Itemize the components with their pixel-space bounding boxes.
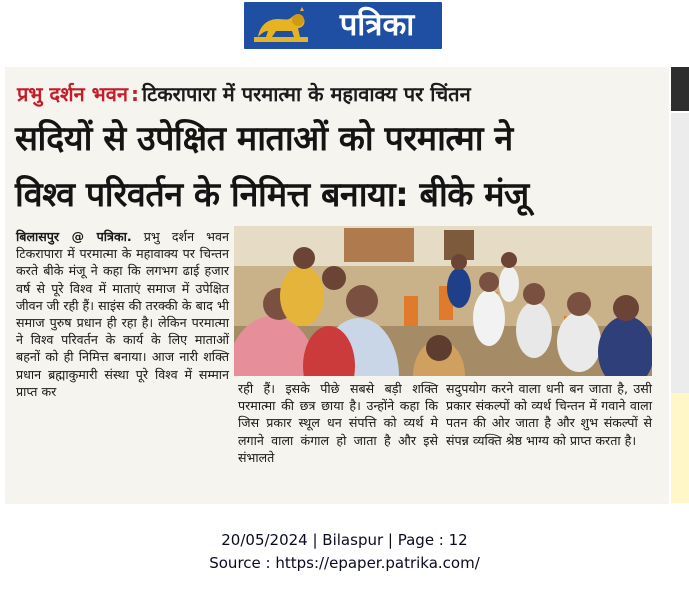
headline-line-2: विश्व परिवर्तन के निमित्त बनाया: बीके मंजू: [15, 175, 529, 215]
headline-line-1: सदियों से उपेक्षित माताओं को परमात्मा ने: [15, 119, 513, 159]
logo-text: पत्रिका: [339, 7, 415, 43]
footer-source-line: Source : https://epaper.patrika.com/: [209, 554, 480, 572]
event-photo: [234, 226, 652, 376]
column-1-text: प्रभु दर्शन भवन टिकरापारा में परमात्मा के महावाक्य पर चिन्तन करते बीके मंजू ने कहा कि लगभग ढाई हजार वर्ष से पूरे विश्व में माताएं समाज में उपेक्षित जीवन जी रही हैं। साइंस की तरक्की के बाद भी समाज पुरुष प्रधान ही रहा है। लेकिन परमात्मा ने विश्व परिवर्तन के कार्य के लिए माताओं बहनों को ही निमित्त बनाया। आज नारी शक्ति प्रधान ब्रह्माकुमारी संस्था पूरे विश्व में सम्मान प्राप्त कर: [16, 229, 229, 399]
patrika-masthead: [244, 2, 442, 49]
adjacent-clipping-edge-yellow: [671, 393, 689, 503]
kicker-place: प्रभु दर्शन भवन: [17, 82, 128, 106]
article-column-1: [16, 228, 229, 492]
kicker-line: [17, 79, 657, 109]
lion-emblem-icon: [250, 7, 312, 45]
kicker-text: टिकरापारा में परमात्मा के महावाक्य पर चिंतन: [141, 82, 471, 106]
news-clipping: [5, 67, 669, 504]
footer-date-line: 20/05/2024 | Bilaspur | Page : 12: [221, 531, 468, 549]
article-column-2: रही हैं। इसके पीछे सबसे बड़ी शक्ति परमात्मा की छत्र छाया है। उन्होंने कहा कि जिस प्रकार स्थूल धन संपत्ति को व्यर्थ मे लगाने वाला कंगाल हो जाता है और इसे संभालते: [238, 381, 438, 465]
adjacent-clipping-edge-gray: [671, 113, 689, 393]
audience-photo: [234, 226, 652, 376]
article-column-3: सदुपयोग करने वाला धनी बन जाता है, उसी प्रकार संकल्पों को व्यर्थ चिन्तन में गवाने वाला पतन की ओर जाता है और शुभ संकल्पों से संपन्न व्यक्ति श्रेष्ठ भाग्य को प्राप्त करता है।: [446, 381, 652, 448]
adjacent-clipping-edge: [671, 67, 689, 111]
kicker-separator: :: [130, 82, 139, 106]
dateline: बिलासपुर @ पत्रिका.: [16, 229, 132, 244]
